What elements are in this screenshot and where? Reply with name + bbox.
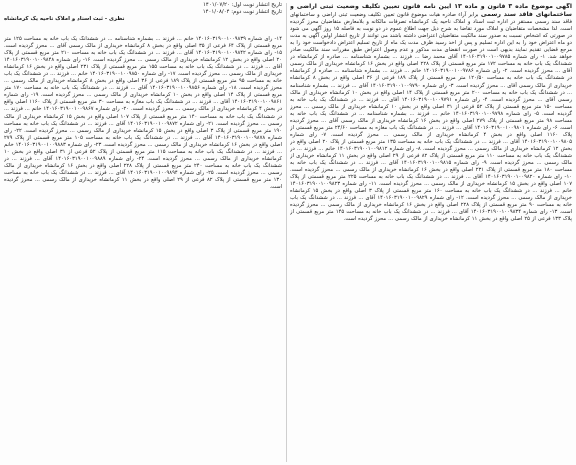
notice-column-right [290, 3, 572, 462]
notice-body-right: برابر آراء صادره هیات موضوع قانون تعیین تکلیف وضعیت ثبتی اراضی و ساختمانهای فاقد سند رسمی مستقر در اداره ثبت اسناد و املاک ناحیه یک کرمانشاه تصرفات مالکانه و بلامعارض متقاضیان محرز گردیده است. لذا مشخصات متقاضیان و املاک مورد تقاضا به شرح ذیل جهت اطلاع عموم در دو نوبت به فاصله ۱۵ روز آگهی می شود در صورتی که اشخاص نسبت به صدور سند مالکیت متقاضیان اعتراضی داشته باشند می توانند از تاریخ انتشار اولین آگهی به مدت دو ماه اعتراض خود را به این اداره تسلیم و پس از اخذ رسید ظرف مدت یک ماه از تاریخ تسلیم اعتراض دادخواست خود را به مرجع قضایی تقدیم نمایند بدیهی است در صورت انقضای مدت مذکور و عدم وصول اعتراض طبق مقررات سند مالکیت صادر خواهد شد. ۱- رای شماره ۱۴۰۱۶۰۳۱۹۰۰۱۰۰۹۷۸۵ آقای محمد رضا ... فرزند ... بشماره شناسنامه ... صادره از کرمانشاه در ششدانگ یک باب خانه به مساحت ۱۷۲ متر مربع قسمتی از پلاک ۲۲۸ اصلی واقع در بخش ۱۶ کرمانشاه خریداری از مالک رسمی آقای ... محرز گردیده است. ۲- رای شماره ۱۴۰۱۶۰۳۱۹۰۰۱۰۰۹۷۸۶ خانم ... فرزند ... بشماره شناسنامه ... صادره از کرمانشاه در ششدانگ یک باب خانه به مساحت ۱۲۰/۵۰ متر مربع قسمتی از پلاک ۱۸۹ فرعی از ۳۶ اصلی واقع در بخش ۸ کرمانشاه خریداری از مالک رسمی آقای ... محرز گردیده است. ۳- رای شماره ۱۴۰۱۶۰۳۱۹۰۰۱۰۰۹۷۹۰ آقای ... فرزند ... بشماره شناسنامه ... در ششدانگ یک باب خانه به مساحت ۲۰۰ متر مربع قسمتی از پلاک ۱۴ اصلی واقع در بخش ۱۰ کرمانشاه خریداری از مالک رسمی آقای ... محرز گردیده است. ۴- رای شماره ۱۴۰۱۶۰۳۱۹۰۰۱۰۰۹۷۹۱ آقای ... فرزند ... در ششدانگ یک باب خانه به مساحت ۱۵۰ متر مربع قسمتی از پلاک ۵۲ فرعی از ۳۱ اصلی واقع در بخش ۱۰ کرمانشاه خریداری از مالک رسمی ... محرز گردیده است. ۵- رای شماره ۱۴۰۱۶۰۳۱۹۰۰۱۰۰۹۷۹۸ خانم ... فرزند ... بشماره شناسنامه ... در ششدانگ یک باب خانه به مساحت ۹۸ متر مربع قسمتی از پلاک ۲۷۹ اصلی واقع در بخش ۱۶ کرمانشاه خریداری از مالک رسمی آقای ... محرز گردیده است. ۶- رای شماره ۱۴۰۱۶۰۳۱۹۰۰۱۰۰۹۸۰۱ آقای ... فرزند ... در ششدانگ یک باب مغازه به مساحت ۲۴/۶۰ متر مربع قسمتی از پلاک ۱۱۶۰ اصلی واقع در بخش ۴ کرمانشاه خریداری از مالک رسمی ... محرز گردیده است. ۷- رای شماره ۱۴۰۱۶۰۳۱۹۰۰۱۰۰۹۸۰۵ آقای ... فرزند ... در ششدانگ یک باب خانه به مساحت ۱۳۵ متر مربع قسمتی از پلاک ۲۰ اصلی واقع در بخش ۱۲ کرمانشاه خریداری از مالک رسمی ... محرز گردیده است. ۸- رای شماره ۱۴۰۱۶۰۳۱۹۰۰۱۰۰۹۸۱۲ خانم ... فرزند ... در ششدانگ یک باب خانه به مساحت ۱۱۰ متر مربع قسمتی از پلاک ۸۲ فرعی از ۲۹ اصلی واقع در بخش ۱۱ کرمانشاه خریداری از مالک رسمی ... محرز گردیده است. ۹- رای شماره ۱۴۰۱۶۰۳۱۹۰۰۱۰۰۹۸۱۵ آقای ... فرزند ... در ششدانگ یک باب خانه به مساحت ۱۸۰ متر مربع قسمتی از پلاک ۲۳۱ اصلی واقع در بخش ۱۶ کرمانشاه خریداری از مالک رسمی ... محرز گردیده است. ۱۰- رای شماره ۱۴۰۱۶۰۳۱۹۰۰۱۰۰۹۸۲۰ آقای ... فرزند ... در ششدانگ یک باب خانه به مساحت ۲۲۵ متر مربع قسمتی از پلاک ۱۰۷ اصلی واقع در بخش ۱۵ کرمانشاه خریداری از مالک رسمی ... محرز گردیده است. ۱۱- رای شماره ۱۴۰۱۶۰۳۱۹۰۰۱۰۰۹۸۲۳ خانم ... فرزند ... در ششدانگ یک باب خانه به مساحت ۱۶۰ متر مربع قسمتی از پلاک ۳ اصلی واقع در بخش ۱۵ کرمانشاه خریداری از مالک رسمی ... محرز گردیده است. ۱۲- رای شماره ۱۴۰۱۶۰۳۱۹۰۰۱۰۰۹۸۲۹ آقای ... فرزند ... در ششدانگ یک باب خانه به مساحت ۹۰ متر مربع قسمتی از پلاک ۲۲۸ اصلی واقع در بخش ۱۶ کرمانشاه خریداری از مالک رسمی ... محرز گردیده است. ۱۳- رای شماره ۱۴۰۱۶۰۳۱۹۰۰۱۰۰۹۸۳۴ آقای ... فرزند ... در ششدانگ یک باب خانه به مساحت ۱۴۵ متر مربع قسمتی از پلاک ۱۳۳ فرعی از ۲۵ اصلی واقع در بخش ۱۱ کرمانشاه خریداری از مالک رسمی ... محرز گردیده است. [290, 12, 572, 223]
notice-body-left: ۱۴- رای شماره ۱۴۰۱۶۰۳۱۹۰۰۱۰۰۹۸۳۹ خانم ... فرزند ... بشماره شناسنامه ... در ششدانگ یک باب خانه به مساحت ۱۲۵ متر مربع قسمتی از پلاک ۶۴ فرعی از ۳۵ اصلی واقع در بخش ۸ کرمانشاه خریداری از مالک رسمی آقای ... محرز گردیده است. ۱۵- رای شماره ۱۴۰۱۶۰۳۱۹۰۰۱۰۰۹۸۴۲ آقای ... فرزند ... در ششدانگ یک باب خانه به مساحت ۲۱۰ متر مربع قسمتی از پلاک ۲۰ اصلی واقع در بخش ۱۲ کرمانشاه خریداری از مالک رسمی ... محرز گردیده است. ۱۶- رای شماره ۱۴۰۱۶۰۳۱۹۰۰۱۰۰۹۸۴۸ آقای ... فرزند ... در ششدانگ یک باب خانه به مساحت ۱۵۵ متر مربع قسمتی از پلاک ۲۳۱ اصلی واقع در بخش ۱۶ کرمانشاه خریداری از مالک رسمی ... محرز گردیده است. ۱۷- رای شماره ۱۴۰۱۶۰۳۱۹۰۰۱۰۰۹۸۵۰ خانم ... فرزند ... در ششدانگ یک باب خانه به مساحت ۹۵ متر مربع قسمتی از پلاک ۱۸۹ فرعی از ۳۶ اصلی واقع در بخش ۸ کرمانشاه خریداری از مالک رسمی ... محرز گردیده است. ۱۸- رای شماره ۱۴۰۱۶۰۳۱۹۰۰۱۰۰۹۸۵۶ آقای ... فرزند ... در ششدانگ یک باب خانه به مساحت ۱۷۰ متر مربع قسمتی از پلاک ۱۴ اصلی واقع در بخش ۱۰ کرمانشاه خریداری از مالک رسمی ... محرز گردیده است. ۱۹- رای شماره ۱۴۰۱۶۰۳۱۹۰۰۱۰۰۹۸۶۱ آقای ... فرزند ... در ششدانگ یک باب مغازه به مساحت ۳۰ متر مربع قسمتی از پلاک ۱۱۶۰ اصلی واقع در بخش ۴ کرمانشاه خریداری از مالک رسمی ... محرز گردیده است. ۲۰- رای شماره ۱۴۰۱۶۰۳۱۹۰۰۱۰۰۹۸۶۷ خانم ... فرزند ... در ششدانگ یک باب خانه به مساحت ۱۴۰ متر مربع قسمتی از پلاک ۱۰۷ اصلی واقع در بخش ۱۵ کرمانشاه خریداری از مالک رسمی ... محرز گردیده است. ۲۱- رای شماره ۱۴۰۱۶۰۳۱۹۰۰۱۰۰۹۸۷۲ آقای ... فرزند ... در ششدانگ یک باب خانه به مساحت ۱۹۰ متر مربع قسمتی از پلاک ۳ اصلی واقع در بخش ۱۵ کرمانشاه خریداری از مالک رسمی ... محرز گردیده است. ۲۲- رای شماره ۱۴۰۱۶۰۳۱۹۰۰۱۰۰۹۸۷۸ آقای ... فرزند ... در ششدانگ یک باب خانه به مساحت ۱۰۵ متر مربع قسمتی از پلاک ۲۷۹ اصلی واقع در بخش ۱۶ کرمانشاه خریداری از مالک رسمی ... محرز گردیده است. ۲۳- رای شماره ۱۴۰۱۶۰۳۱۹۰۰۱۰۰۹۸۸۳ خانم ... فرزند ... در ششدانگ یک باب خانه به مساحت ۱۱۵ متر مربع قسمتی از پلاک ۵۲ فرعی از ۳۱ اصلی واقع در بخش ۱۰ کرمانشاه خریداری از مالک رسمی ... محرز گردیده است. ۲۴- رای شماره ۱۴۰۱۶۰۳۱۹۰۰۱۰۰۹۸۸۹ آقای ... فرزند ... در ششدانگ یک باب خانه به مساحت ۲۴۰ متر مربع قسمتی از پلاک ۲۲۸ اصلی واقع در بخش ۱۶ کرمانشاه خریداری از مالک رسمی ... محرز گردیده است. ۲۵- رای شماره ۱۴۰۱۶۰۳۱۹۰۰۱۰۰۹۸۹۴ آقای ... فرزند ... در ششدانگ یک باب خانه به مساحت ۱۳۰ متر مربع قسمتی از پلاک ۸۲ فرعی از ۲۹ اصلی واقع در بخش ۱۱ کرمانشاه خریداری از مالک رسمی ... محرز گردیده است. [4, 36, 282, 190]
column-divider [286, 3, 287, 462]
notice-column-left [4, 36, 282, 462]
notice-title: آگهی موضوع ماده ۳ قانون و ماده ۱۳ آیین نامه قانون تعیین تکلیف وضعیت ثبتی اراضی و ساختمانهای فاقد سند رسمی [290, 3, 572, 19]
second-publication-date: تاریخ انتشار نوبت دوم: ۱۴۰۱/۰۸/۰۴ [202, 9, 282, 16]
first-publication-date: تاریخ انتشار نوبت اول: ۱۴۰۱/۰۷/۲۰ [203, 2, 282, 8]
registry-office-signature: نظری - ثبت اسناد و املاک ناحیه یک کرمانشاه [4, 16, 125, 23]
publication-signature-block [4, 2, 282, 23]
